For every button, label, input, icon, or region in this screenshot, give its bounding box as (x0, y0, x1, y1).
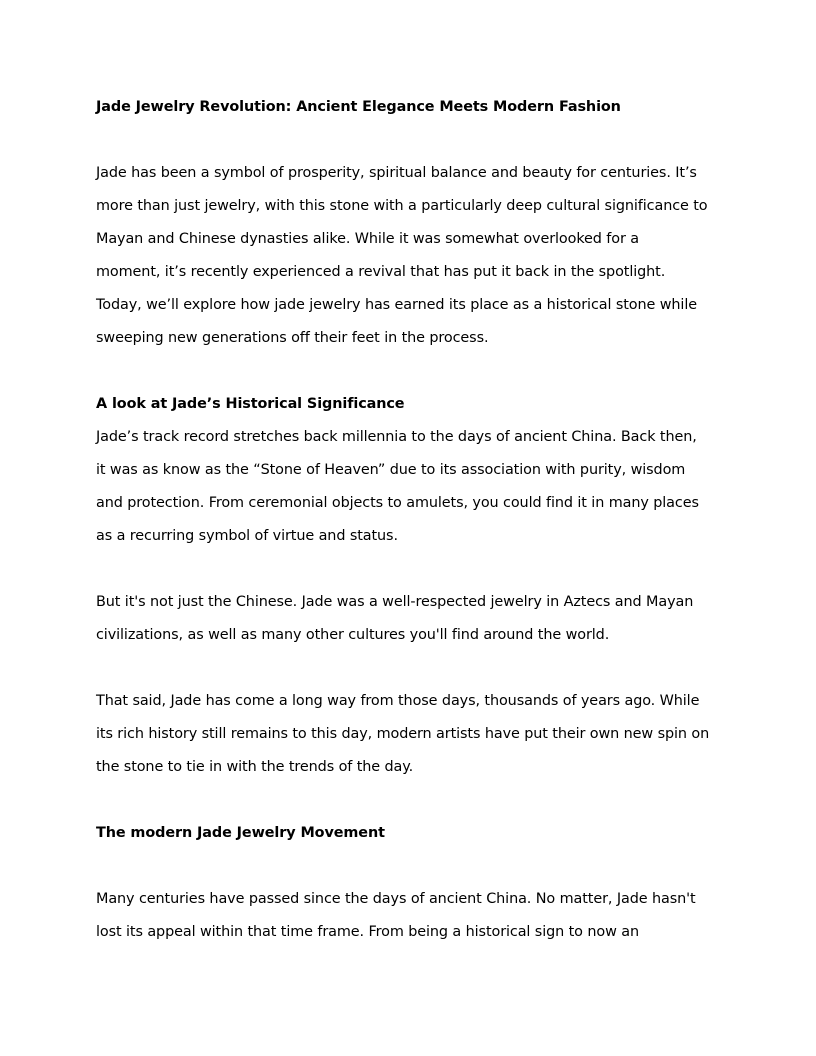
intro-line-4: moment, it’s recently experienced a revival that has put it back in the spotlight. (96, 264, 666, 280)
intro-line-3: Mayan and Chinese dynasties alike. While it was somewhat overlooked for a (96, 231, 639, 247)
section1-p1-line-1: Jade’s track record stretches back millennia to the days of ancient China. Back then, (96, 429, 697, 445)
section1-p2-line-2: civilizations, as well as many other cultures you'll find around the world. (96, 627, 610, 643)
intro-line-2: more than just jewelry, with this stone with a particularly deep cultural significance to (96, 198, 708, 214)
section1-heading: A look at Jade’s Historical Significance (96, 396, 405, 412)
section2-heading: The modern Jade Jewelry Movement (96, 825, 385, 841)
intro-line-5: Today, we’ll explore how jade jewelry has earned its place as a historical stone while (96, 297, 697, 313)
section1-p3-line-2: its rich history still remains to this day, modern artists have put their own new spin on (96, 726, 710, 742)
intro-line-6: sweeping new generations off their feet in the process. (96, 330, 489, 346)
section1-p1-line-3: and protection. From ceremonial objects to amulets, you could find it in many places (96, 495, 699, 511)
section2-p1-line-2: lost its appeal within that time frame. From being a historical sign to now an (96, 924, 639, 940)
intro-line-1: Jade has been a symbol of prosperity, spiritual balance and beauty for centuries. It’s (96, 165, 697, 181)
section1-p2-line-1: But it's not just the Chinese. Jade was a well-respected jewelry in Aztecs and Mayan (96, 594, 694, 610)
document-title: Jade Jewelry Revolution: Ancient Elegance Meets Modern Fashion (96, 99, 621, 115)
document-page (96, 0, 726, 1056)
section1-p1-line-4: as a recurring symbol of virtue and status. (96, 528, 398, 544)
section2-p1-line-1: Many centuries have passed since the days of ancient China. No matter, Jade hasn't (96, 891, 696, 907)
section1-p3-line-3: the stone to tie in with the trends of the day. (96, 759, 414, 775)
section1-p3-line-1: That said, Jade has come a long way from those days, thousands of years ago. While (96, 693, 700, 709)
section1-p1-line-2: it was as know as the “Stone of Heaven” due to its association with purity, wisdom (96, 462, 686, 478)
